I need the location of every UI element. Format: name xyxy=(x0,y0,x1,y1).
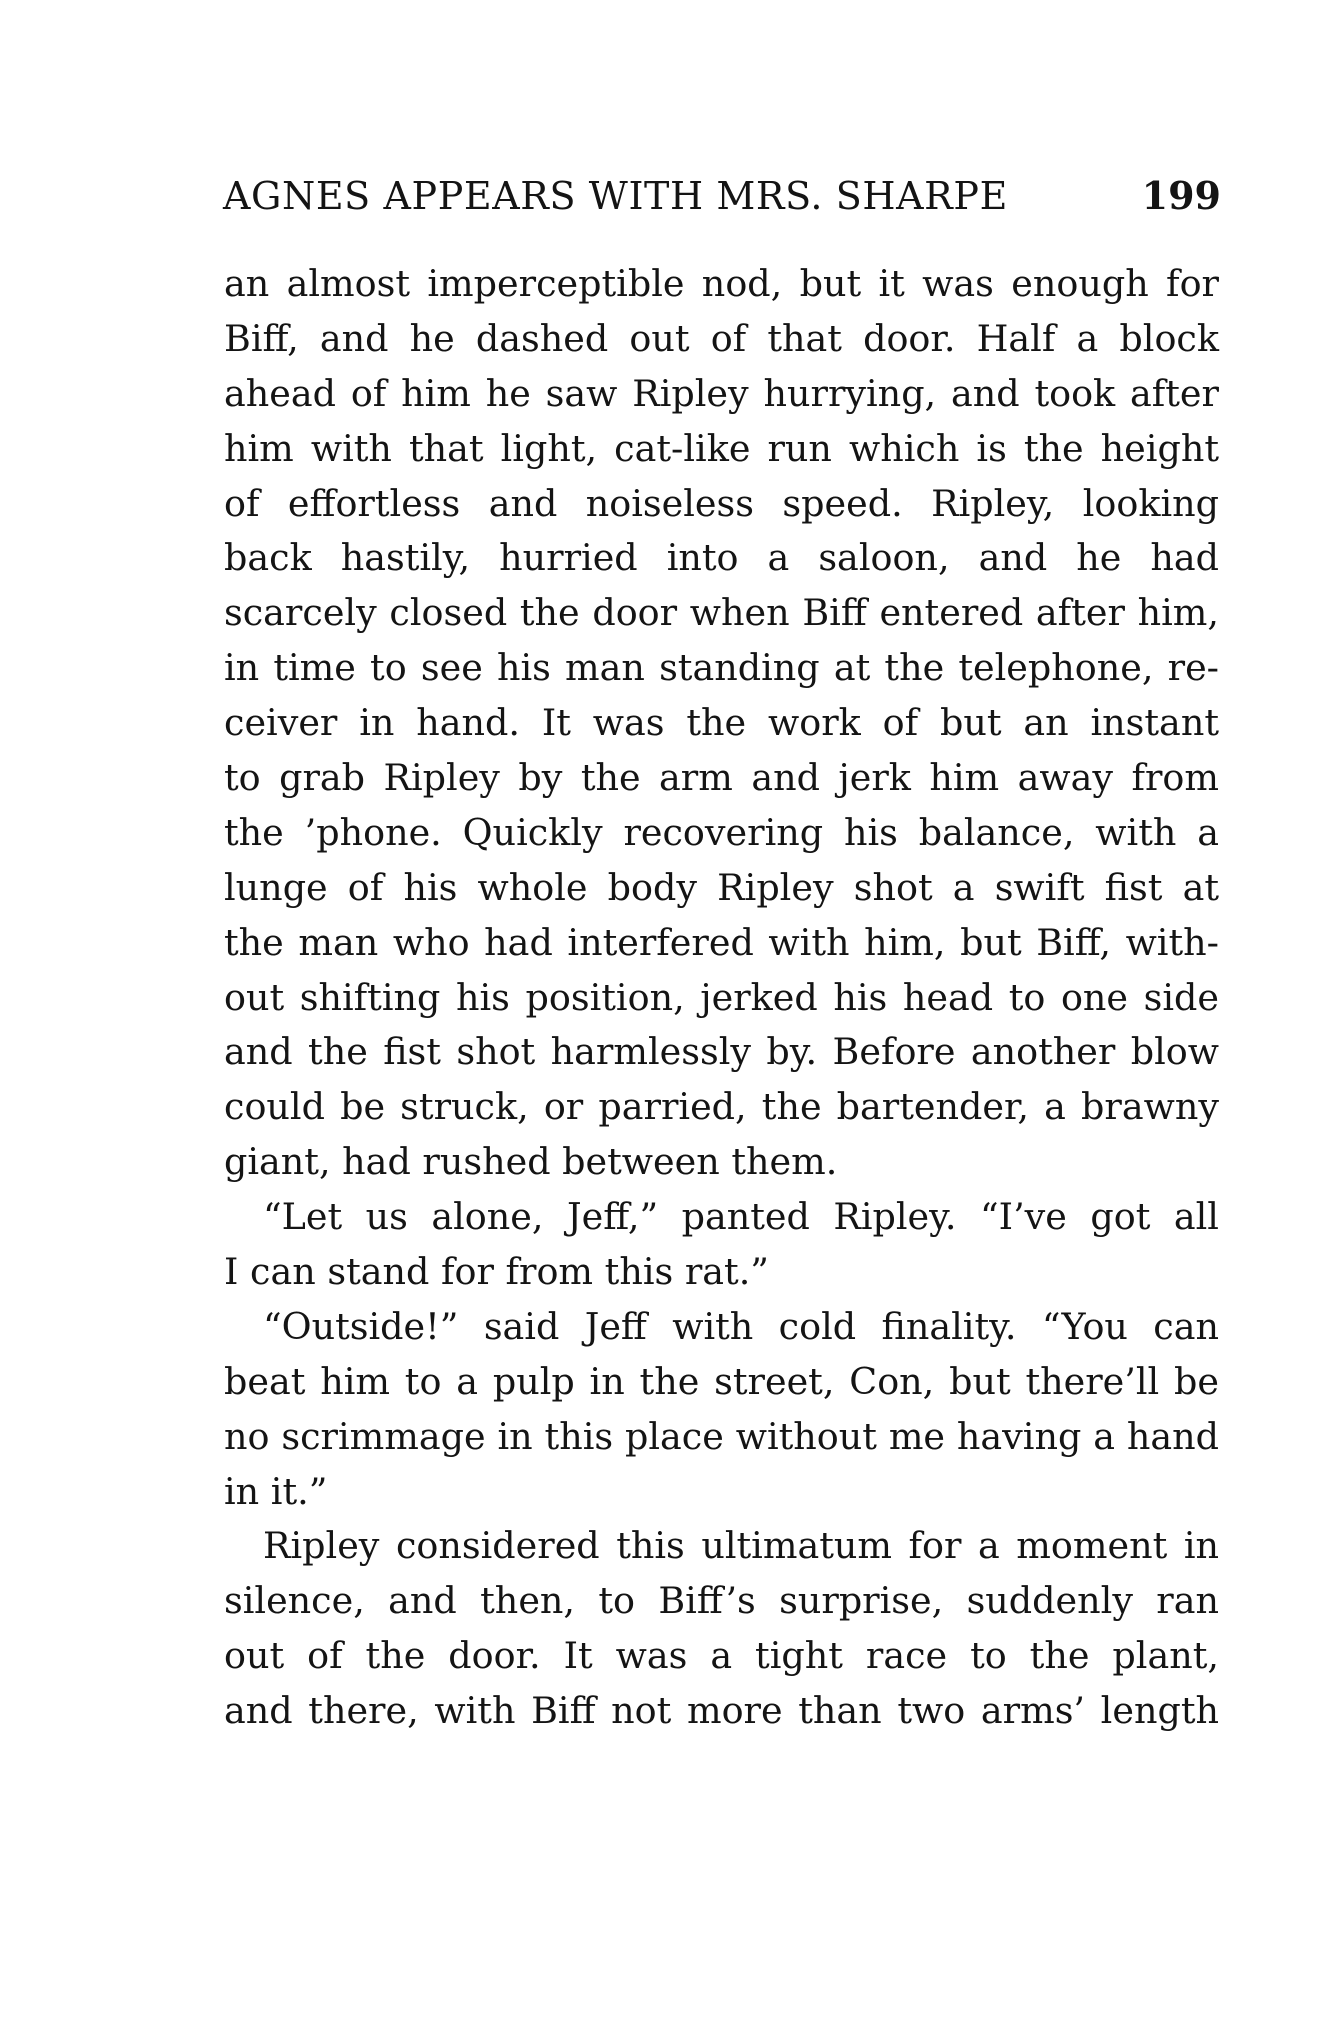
text-line: “Let us alone, Jeff,” panted Ripley. “I’ve got all xyxy=(263,1195,1219,1239)
text-line: the ’phone. Quickly recovering his balance, with a xyxy=(224,810,1219,854)
text-line: giant, had rushed between them. xyxy=(224,1140,838,1184)
text-line: beat him to a pulp in the street, Con, but there’ll be xyxy=(224,1359,1219,1403)
text-line: ceiver in hand. It was the work of but an instant xyxy=(224,701,1219,745)
text-line: the man who had interfered with him, but Biff, with- xyxy=(224,920,1219,964)
text-line: ahead of him he saw Ripley hurrying, and took after xyxy=(224,371,1219,415)
text-line: an almost imperceptible nod, but it was enough for xyxy=(224,262,1219,305)
page-number: 199 xyxy=(1141,173,1221,218)
text-line: scarcely closed the door when Biff entered after him, xyxy=(224,591,1219,635)
chapter-title: AGNES APPEARS WITH MRS. SHARPE xyxy=(223,174,1008,218)
text-line: out shifting his position, jerked his head to one side xyxy=(224,975,1219,1019)
text-line: to grab Ripley by the arm and jerk him away from xyxy=(224,756,1219,800)
text-line: silence, and then, to Biff’s surprise, suddenly ran xyxy=(224,1579,1219,1623)
text-line: no scrimmage in this place without me having a hand xyxy=(224,1414,1219,1458)
text-line: in it.” xyxy=(224,1469,328,1513)
text-line: Biff, and he dashed out of that door. Half a block xyxy=(224,316,1219,360)
text-line: could be struck, or parried, the bartender, a brawny xyxy=(224,1085,1219,1129)
text-line: back hastily, hurried into a saloon, and he had xyxy=(224,536,1219,580)
text-line: out of the door. It was a tight race to the plant, xyxy=(224,1634,1219,1678)
text-line: lunge of his whole body Ripley shot a swift fist at xyxy=(224,865,1219,909)
text-line: and there, with Biff not more than two arms’ length xyxy=(224,1689,1219,1733)
running-head xyxy=(223,168,1221,224)
text-line: him with that light, cat-like run which is the height xyxy=(224,426,1219,470)
text-line: Ripley considered this ultimatum for a moment in xyxy=(263,1524,1219,1568)
body-text xyxy=(224,257,1219,1739)
text-line: I can stand for from this rat.” xyxy=(224,1250,769,1294)
text-line: in time to see his man standing at the telephone, re- xyxy=(224,646,1219,690)
text-line: and the fist shot harmlessly by. Before another blow xyxy=(224,1030,1219,1074)
text-line: “Outside!” said Jeff with cold finality. “You can xyxy=(263,1304,1219,1348)
text-line: of effortless and noiseless speed. Ripley, looking xyxy=(224,481,1219,525)
